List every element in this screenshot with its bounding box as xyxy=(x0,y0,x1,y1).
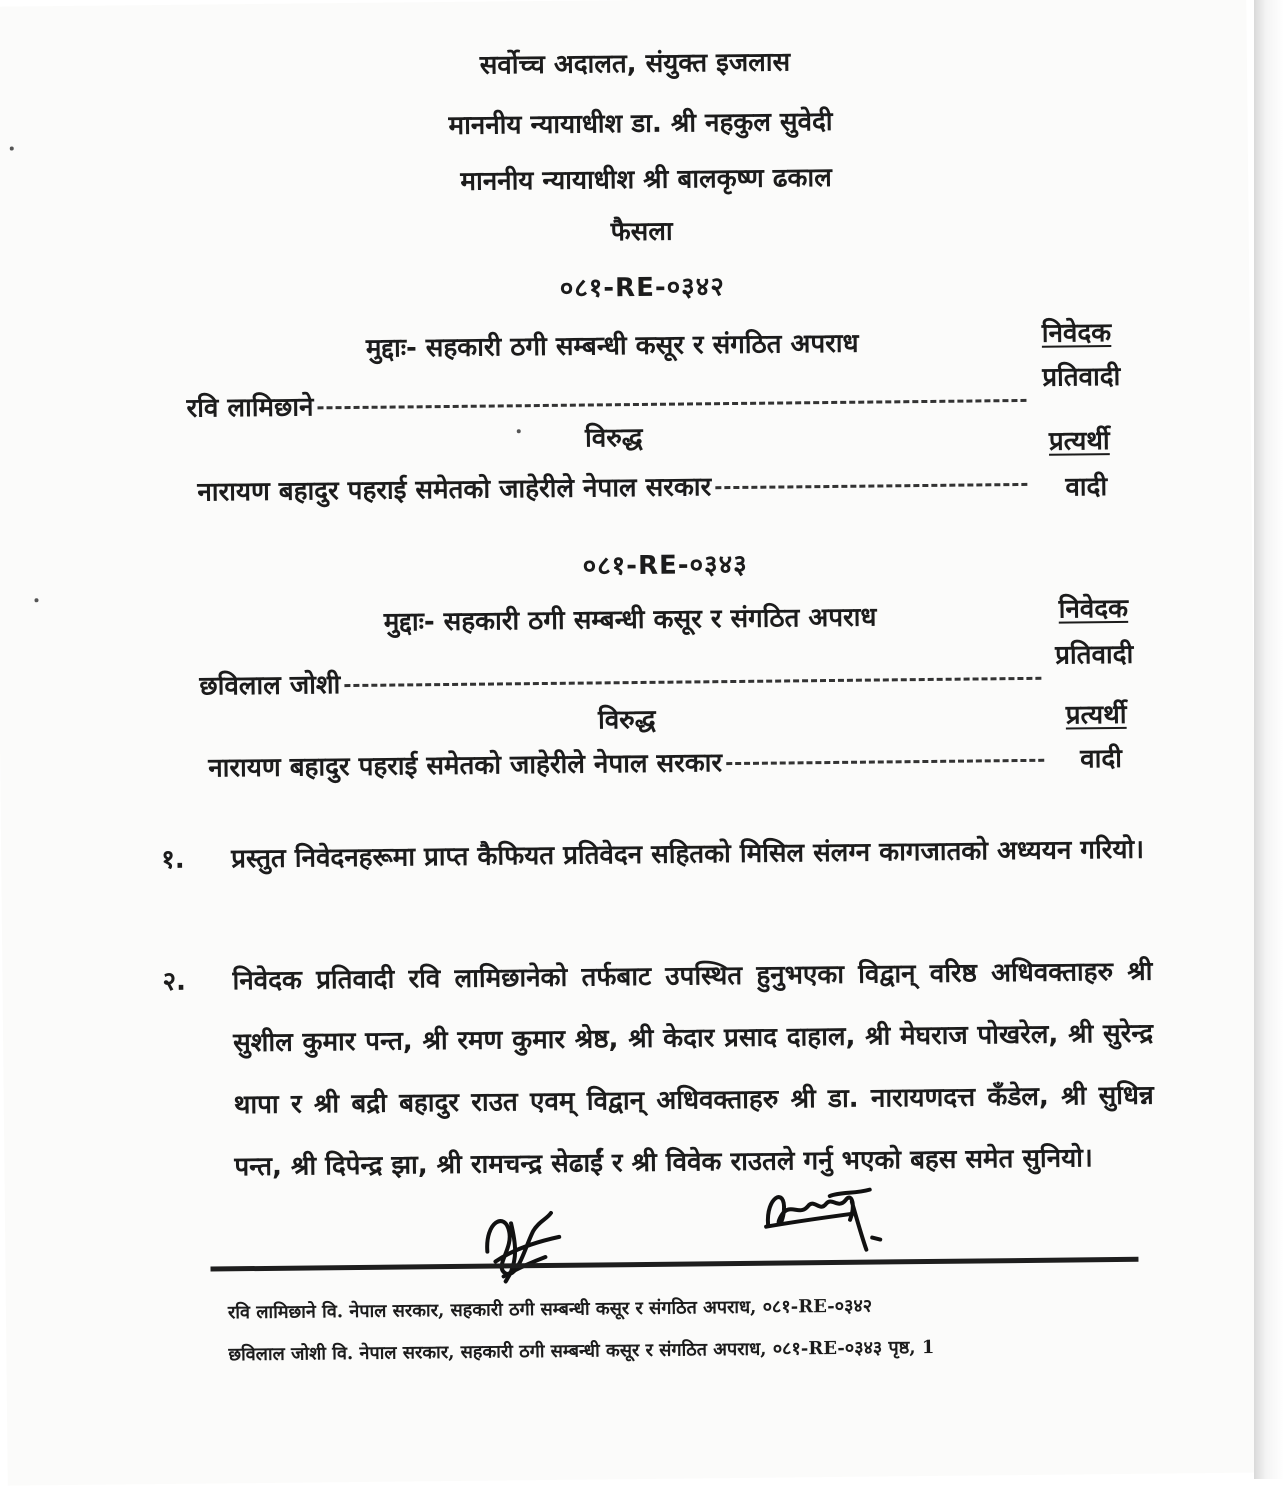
dash-leader xyxy=(317,398,1026,409)
paragraph-number-1: १. xyxy=(161,844,185,876)
dash-leader xyxy=(726,758,1044,765)
paragraph-text-1: प्रस्तुत निवेदनहरूमा प्राप्त कैफियत प्रतिवेदन सहितको मिसिल संलग्न कागजातको अध्ययन गरियो। xyxy=(231,834,1145,875)
case-subject-2: मुद्दाः- सहकारी ठगी सम्बन्धी कसूर र संगठित अपराध xyxy=(383,602,877,638)
footer-line-1: रवि लामिछाने वि. नेपाल सरकार, सहकारी ठगी सम्बन्धी कसूर र संगठित अपराध, ०८१-RE-०३४२ xyxy=(227,1295,873,1324)
paragraph-number-2: २. xyxy=(162,966,187,998)
respondent-line-1 xyxy=(197,464,1027,509)
case-number-1: ०८१-RE-०३४२ xyxy=(559,272,725,304)
judge-1: माननीय न्यायाधीश डा. श्री नहकुल सुवेदी xyxy=(448,106,833,141)
paragraph-1 xyxy=(161,819,1152,891)
scan-speck xyxy=(517,429,521,433)
court-name: सर्वोच्च अदालत, संयुक्त इजलास xyxy=(479,47,791,81)
scan-speck xyxy=(10,147,14,151)
scan-speck xyxy=(34,598,38,602)
petitioner-name-2: छविलाल जोशी xyxy=(199,670,341,702)
respondent-role-1a: प्रत्यर्थी xyxy=(1048,426,1110,457)
petitioner-role-1a: निवेदक xyxy=(1041,318,1112,349)
respondent-role-1b: वादी xyxy=(1065,472,1108,503)
petitioner-line-2 xyxy=(199,658,1041,703)
paragraph-2 xyxy=(162,941,1155,1199)
case-subject-1: मुद्दाः- सहकारी ठगी सम्बन्धी कसूर र संगठित अपराध xyxy=(365,328,859,364)
petitioner-role-2b: प्रतिवादी xyxy=(1054,639,1134,671)
decision-title: फैसला xyxy=(610,216,673,248)
respondent-name-1: नारायण बहादुर पहराई समेतको जाहेरीले नेपाल सरकार xyxy=(197,472,712,508)
respondent-role-2a: प्रत्यर्थी xyxy=(1065,699,1127,731)
petitioner-name-1: रवि लामिछाने xyxy=(186,392,314,424)
dash-leader xyxy=(344,676,1041,687)
judge-2: माननीय न्यायाधीश श्री बालकृष्ण ढकाल xyxy=(460,162,832,197)
signature-1 xyxy=(475,1191,566,1287)
versus-2: विरुद्ध xyxy=(597,704,656,736)
page-edge-shadow xyxy=(1254,0,1284,1479)
respondent-role-2b: वादी xyxy=(1080,743,1123,775)
paragraph-text-2: निवेदक प्रतिवादी रवि लामिछानेको तर्फबाट उपस्थित हुनुभएका विद्वान् वरिष्ठ अधिवक्ताहरु श्री सुशील कुमार पन्त, श्री रमण कुमार श्रेष्ठ, श्री केदार प्रसाद दाहाल, श्री मेघराज पोखरेल, श्री सुरेन्द्र थापा र श्री बद्री बहादुर राउत एवम् विद्वान् अधिवक्ताहरु श्री डा. नारायणदत्त कँडेल, श्री सुधिन्न पन्त, श्री दिपेन्द्र झा, श्री रामचन्द्र सेढाईं र श्री विवेक राउतले गर्नु भएको बहस समेत सुनियो। xyxy=(232,956,1154,1183)
signature-2 xyxy=(760,1175,901,1266)
case-number-2: ०८१-RE-०३४३ xyxy=(582,549,748,582)
footer-divider xyxy=(210,1257,1138,1272)
petitioner-role-1b: प्रतिवादी xyxy=(1042,361,1121,393)
dash-leader xyxy=(715,482,1027,489)
petitioner-role-2a: निवेदक xyxy=(1058,593,1129,625)
respondent-name-2: नारायण बहादुर पहराई समेतको जाहेरीले नेपाल सरकार xyxy=(208,748,723,784)
versus-1: विरुद्ध xyxy=(584,422,643,454)
respondent-line-2 xyxy=(208,740,1044,785)
footer-line-2: छविलाल जोशी वि. नेपाल सरकार, सहकारी ठगी सम्बन्धी कसूर र संगठित अपराध, ०८१-RE-०३४३ पृष्ठ, 1 xyxy=(228,1336,935,1366)
